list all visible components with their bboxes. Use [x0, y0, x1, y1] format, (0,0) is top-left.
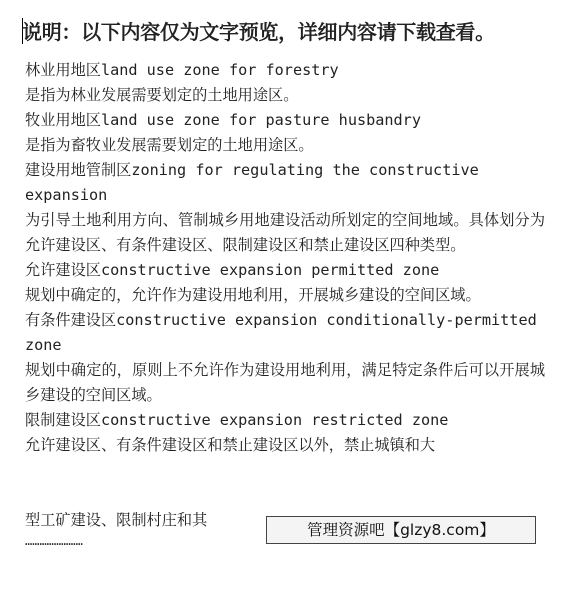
- term-permitted-zone: 允许建设区constructive expansion permitted zone: [25, 261, 440, 279]
- definition-constructive-expansion-zoning: 为引导土地利用方向、管制城乡用地建设活动所划定的空间地域。具体划分为允许建设区、有条件建设区、限制建设区和禁止建设区四种类型。: [25, 211, 545, 254]
- preview-notice: 说明：以下内容仅为文字预览，详细内容请下载查看。: [22, 20, 495, 44]
- term-restricted-zone: 限制建设区constructive expansion restricted zone: [25, 411, 449, 429]
- definition-pasture: 是指为畜牧业发展需要划定的土地用途区。: [25, 136, 314, 154]
- term-forestry: 林业用地区land use zone for forestry: [25, 61, 339, 79]
- term-pasture: 牧业用地区land use zone for pasture husbandry: [25, 111, 421, 129]
- definition-restricted-zone: 允许建设区、有条件建设区和禁止建设区以外，禁止城镇和大: [25, 436, 436, 454]
- term-constructive-expansion-zoning: 建设用地管制区zoning for regulating the constructive expansion: [25, 161, 479, 204]
- definition-forestry: 是指为林业发展需要划定的土地用途区。: [25, 86, 299, 104]
- term-conditionally-permitted-zone: 有条件建设区constructive expansion conditionally-permitted zone: [25, 311, 537, 354]
- truncated-text-line: 型工矿建设、限制村庄和其: [25, 511, 208, 529]
- definition-permitted-zone: 规划中确定的，允许作为建设用地利用，开展城乡建设的空间区域。: [25, 286, 481, 304]
- ellipsis-marker: ……………………: [25, 534, 83, 548]
- definition-conditionally-permitted-zone: 规划中确定的，原则上不允许作为建设用地利用，满足特定条件后可以开展城乡建设的空间区域。: [25, 361, 545, 404]
- site-watermark-badge: 管理资源吧【glzy8.com】: [266, 516, 536, 544]
- document-body: [25, 58, 545, 458]
